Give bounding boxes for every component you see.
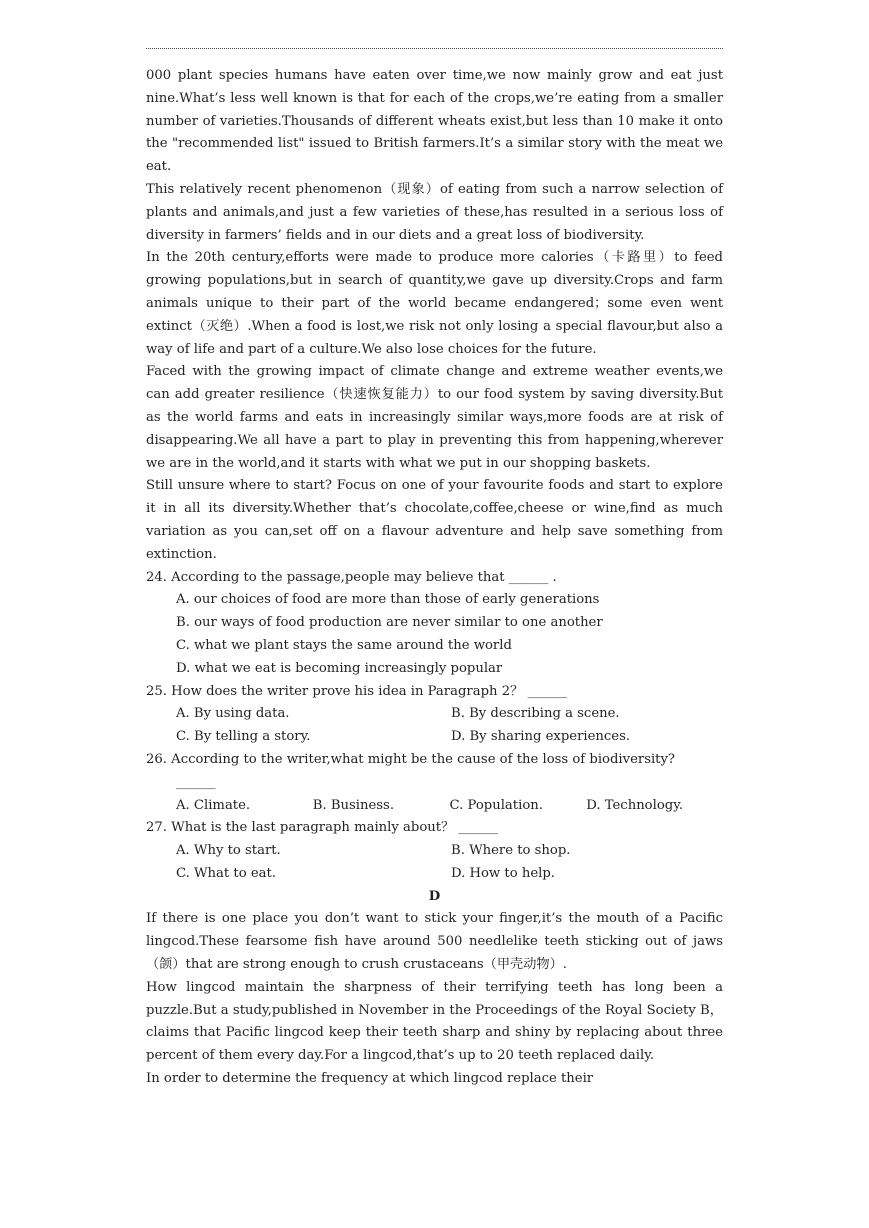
option-b: B. Business.: [312, 797, 395, 813]
passage-d-heading: D: [428, 888, 441, 904]
question-stem: 25. How does the writer prove his idea in Paragraph 2？ ______: [146, 683, 568, 699]
top-dotted-rule: [146, 48, 723, 49]
option-d: D. How to help.: [451, 865, 555, 881]
question-24: [146, 567, 723, 681]
question-25: [146, 681, 723, 749]
passage-c-paragraph: Faced with the growing impact of climate change and extreme weather events,we can add greater resilience（快速恢复能力）to our food system by saving diversity.But as the world farms and eats in increasingly similar ways,more foods are at risk of disappearing.We all have a part to play in preventing this from happening,wherever we are in the world,and it starts with what we put in our shopping baskets.: [146, 364, 723, 471]
question-27: [146, 817, 723, 885]
passage-c-paragraph: In the 20th century,efforts were made to produce more calories（卡路里）to feed growing populations,but in search of quantity,we gave up diversity.Crops and farm animals unique to their part of the world became endangered；some even went extinct（灭绝）.When a food is lost,we risk not only losing a special flavour,but also a way of life and part of a culture.We also lose choices for the future.: [146, 250, 723, 357]
options-row: [146, 840, 723, 863]
option-c: C. what we plant stays the same around the world: [176, 637, 512, 653]
option-a: A. Climate.: [176, 797, 251, 813]
passage-d-paragraph: In order to determine the frequency at which lingcod replace their: [146, 1071, 594, 1087]
option-b: B. our ways of food production are never similar to one another: [176, 615, 603, 631]
option-d: D. what we eat is becoming increasingly popular: [176, 660, 503, 676]
passage-c-paragraph: 000 plant species humans have eaten over time,we now mainly grow and eat just nine.What’s less well known is that for each of the crops,we’re eating from a smaller number of varieties.Thousands of different wheats exist,but less than 10 make it onto the "recommended list" issued to British farmers.It’s a similar story with the meat we eat.: [146, 68, 723, 175]
option-b: B. Where to shop.: [451, 843, 571, 859]
option-d: D. Technology.: [586, 797, 684, 813]
question-26: [146, 749, 723, 817]
option-c: C. Population.: [449, 797, 543, 813]
option-a: A. our choices of food are more than those of early generations: [176, 592, 600, 608]
options-row: [146, 863, 723, 886]
options-row: [146, 703, 723, 726]
question-stem: 26. According to the writer,what might be the cause of the loss of biodiversity?: [146, 751, 676, 767]
option-a: A. By using data.: [176, 706, 290, 722]
options-row: [146, 795, 723, 818]
document-page: [146, 48, 723, 1091]
option-a: A. Why to start.: [176, 843, 281, 859]
question-stem: 27. What is the last paragraph mainly about？ ______: [146, 820, 498, 836]
passage-d-paragraph: How lingcod maintain the sharpness of their terrifying teeth has long been a puzzle.But a study,published in November in the Proceedings of the Royal Society B，claims that Pacific lingcod keep their teeth sharp and shiny by replacing about three percent of them every day.For a lingcod,that’s up to 20 teeth replaced daily.: [146, 979, 723, 1064]
answer-blank: ______: [176, 774, 216, 790]
option-b: B. By describing a scene.: [451, 706, 620, 722]
question-stem: 24. According to the passage,people may believe that ______ .: [146, 569, 557, 585]
options-row: [146, 726, 723, 749]
option-c: C. By telling a story.: [176, 729, 311, 745]
passage-c-paragraph: This relatively recent phenomenon（现象）of eating from such a narrow selection of plants and animals,and just a few varieties of these,has resulted in a serious loss of diversity in farmers’ fields and in our diets and a great loss of biodiversity.: [146, 181, 723, 243]
option-d: D. By sharing experiences.: [451, 729, 631, 745]
option-c: C. What to eat.: [176, 865, 276, 881]
passage-d-paragraph: If there is one place you don’t want to stick your finger,it’s the mouth of a Pacific lingcod.These fearsome fish have around 500 needlelike teeth sticking out of jaws（颌）that are strong enough to crush crustaceans（甲壳动物）.: [146, 911, 723, 973]
passage-c-paragraph: Still unsure where to start? Focus on one of your favourite foods and start to explore it in all its diversity.Whether that’s chocolate,coffee,cheese or wine,find as much variation as you can,set off on a flavour adventure and help save something from extinction.: [146, 478, 723, 562]
